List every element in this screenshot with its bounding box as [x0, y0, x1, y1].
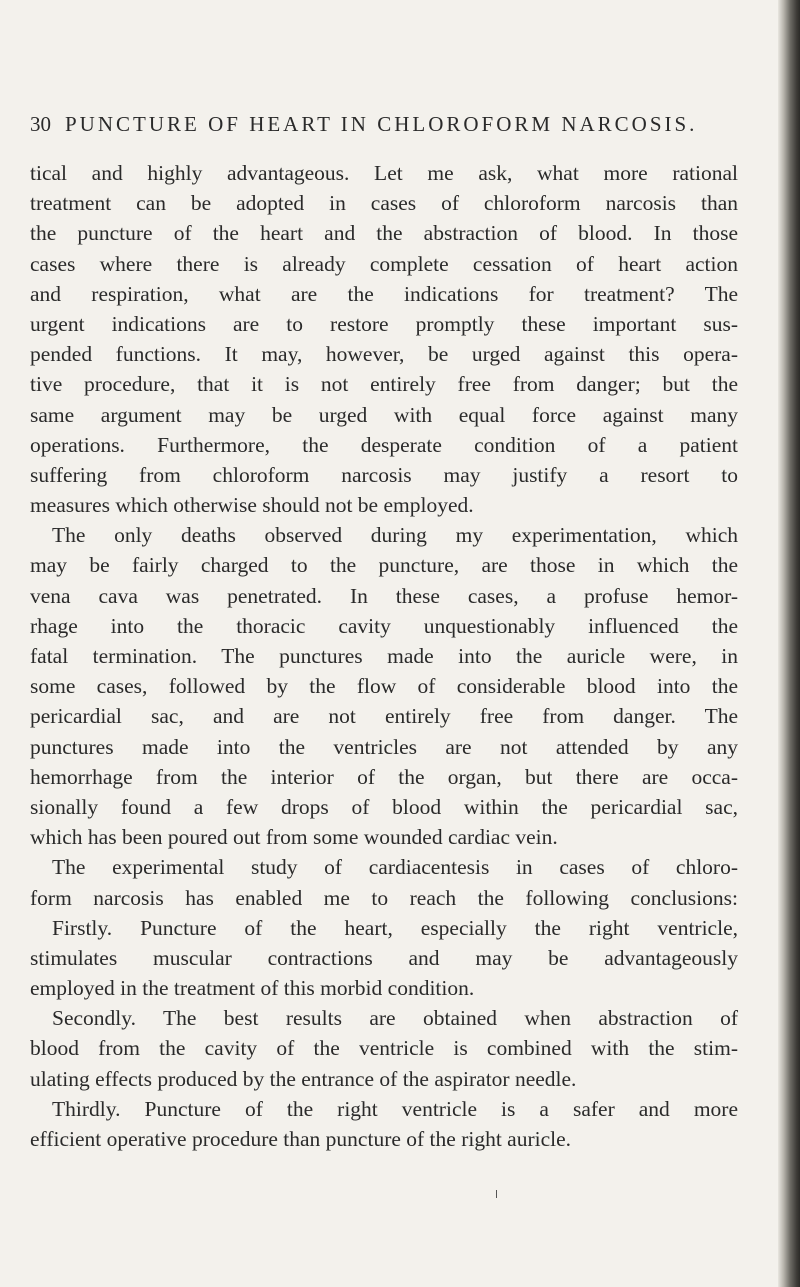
text-line: sionally found a few drops of blood within the pericardial sac,	[30, 794, 738, 819]
text-line: tive procedure, that it is not entirely free from danger; but the	[30, 372, 738, 397]
text-line: treatment can be adopted in cases of chloroform narcosis than	[30, 191, 738, 216]
page-number: 30	[30, 112, 51, 136]
text-line: rhage into the thoracic cavity unquestionably influenced the	[30, 613, 738, 638]
stray-ink-mark	[496, 1190, 497, 1198]
text-line: operations. Furthermore, the desperate condition of a patient	[30, 432, 738, 457]
text-line: which has been poured out from some wounded cardiac vein.	[30, 825, 558, 850]
text-line: efficient operative procedure than puncture of the right auricle.	[30, 1127, 572, 1151]
text-line: same argument may be urged with equal force against many	[30, 402, 738, 427]
body-text	[30, 158, 738, 1154]
text-line: some cases, followed by the flow of considerable blood into the	[30, 674, 738, 699]
conclusion-second-line: Secondly. The best results are obtained when abstraction of	[52, 1006, 738, 1031]
text-line: ulating effects produced by the entrance of the aspirator needle.	[30, 1066, 577, 1091]
text-line: pended functions. It may, however, be urged against this opera-	[30, 342, 738, 367]
text-line: stimulates muscular contractions and may be advantageously	[30, 945, 738, 970]
text-line: the puncture of the heart and the abstraction of blood. In those	[30, 221, 738, 246]
running-head	[30, 112, 760, 137]
text-line: urgent indications are to restore promptly these important sus-	[30, 311, 738, 336]
text-line: hemorrhage from the interior of the organ, but there are occa-	[30, 764, 738, 789]
text-line: vena cava was penetrated. In these cases, a profuse hemor-	[30, 583, 738, 608]
paragraph-start-line: The experimental study of cardiacentesis in cases of chloro-	[52, 855, 738, 880]
running-title: PUNCTURE OF HEART IN CHLOROFORM NARCOSIS.	[65, 112, 698, 136]
paragraph-start-line: The only deaths observed during my experimentation, which	[52, 523, 738, 548]
page-edge-shadow	[778, 0, 800, 1287]
text-line: may be fairly charged to the puncture, are those in which the	[30, 553, 738, 578]
text-line: cases where there is already complete cessation of heart action	[30, 251, 738, 276]
text-line: fatal termination. The punctures made into the auricle were, in	[30, 644, 738, 668]
text-line: and respiration, what are the indications for treatment? The	[30, 281, 738, 306]
text-line: tical and highly advantageous. Let me ask, what more rational	[30, 161, 738, 185]
text-line: measures which otherwise should not be employed.	[30, 493, 474, 518]
text-line: form narcosis has enabled me to reach the following conclusions:	[30, 885, 738, 910]
text-line: suffering from chloroform narcosis may justify a resort to	[30, 462, 738, 487]
text-line: blood from the cavity of the ventricle is combined with the stim-	[30, 1036, 738, 1061]
text-line: employed in the treatment of this morbid condition.	[30, 976, 475, 1001]
conclusion-first-line: Firstly. Puncture of the heart, especially the right ventricle,	[52, 915, 738, 940]
text-line: punctures made into the ventricles are not attended by any	[30, 734, 738, 759]
conclusion-third-line: Thirdly. Puncture of the right ventricle is a safer and more	[52, 1096, 738, 1121]
text-line: pericardial sac, and are not entirely free from danger. The	[30, 704, 738, 729]
